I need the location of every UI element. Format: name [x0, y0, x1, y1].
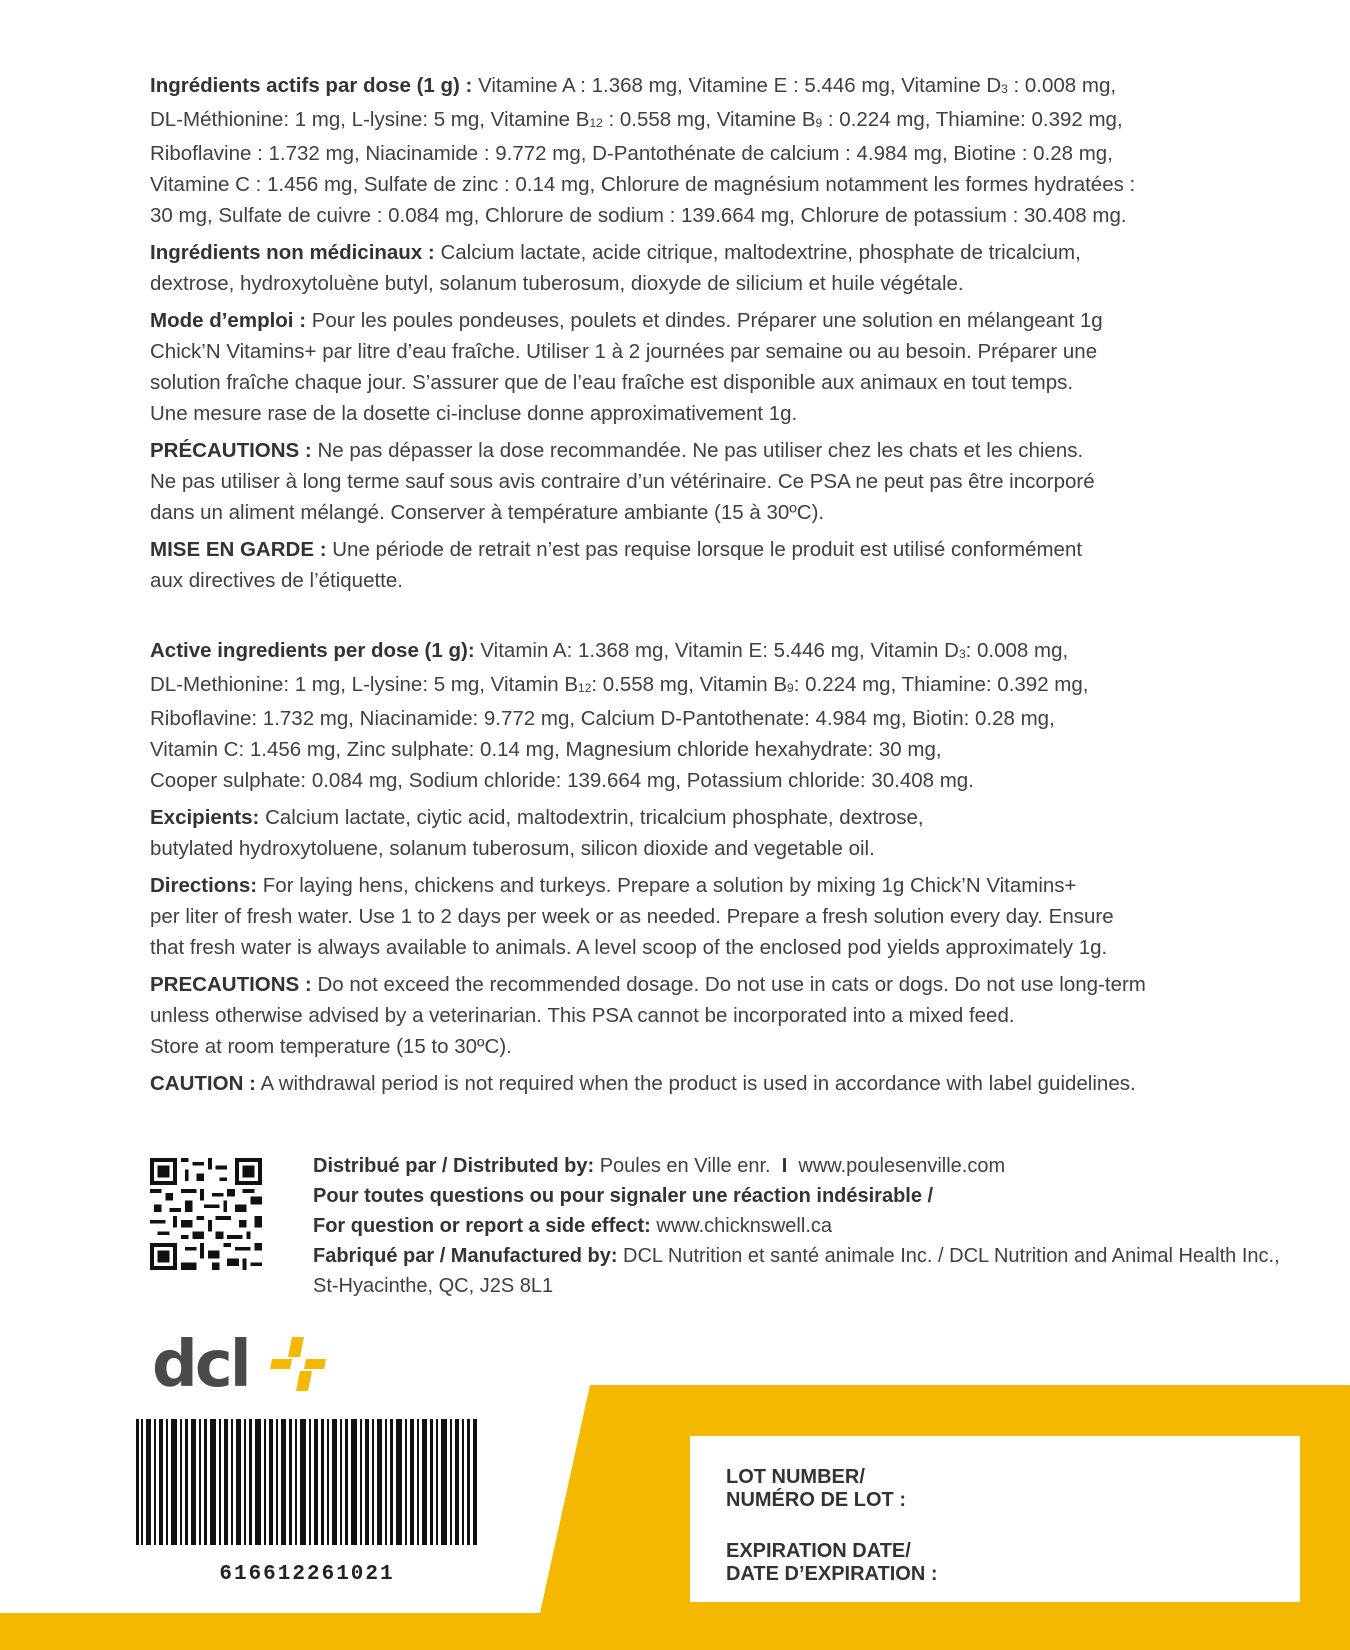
en-active-ingredients: [150, 635, 1300, 796]
questions-en-line: [313, 1211, 1343, 1241]
distributor-website-link[interactable]: www.poulesenville.com: [798, 1155, 1006, 1177]
fr-active-ingredients: [150, 70, 1300, 231]
barcode-icon: [130, 1405, 484, 1555]
fr-precautions-label: PRÉCAUTIONS :: [150, 439, 312, 462]
en-precautions-text: Store at room temperature (15 to 30ºC).: [150, 1035, 512, 1058]
fr-precautions: [150, 435, 1300, 528]
en-active-sub: 9: [787, 681, 794, 695]
fr-active-text: : 0.558 mg, Vitamine B: [602, 108, 816, 131]
en-active-text: : 0.224 mg, Thiamine: 0.392 mg,: [793, 673, 1089, 696]
lot-expiration-box: [690, 1436, 1300, 1602]
en-active-text: Vitamin A: 1.368 mg, Vitamin E: 5.446 mg, Vitamin D: [480, 639, 959, 662]
fr-non-medicinal-text: dextrose, hydroxytoluène butyl, solanum tuberosum, dioxyde de silicium et huile végétale.: [150, 272, 964, 295]
qr-code-icon[interactable]: [150, 1158, 262, 1270]
lot-number-label-en: LOT NUMBER/: [726, 1466, 865, 1488]
fr-precautions-text: Ne pas utiliser à long terme sauf sous avis contraire d’un vétérinaire. Ce PSA ne peut pas être incorporé: [150, 470, 1095, 493]
fr-directions-text: solution fraîche chaque jour. S’assurer que de l’eau fraîche est disponible aux animaux en tout temps.: [150, 371, 1074, 394]
en-active-sub: 12: [578, 681, 592, 695]
distributed-by-line: [313, 1151, 1343, 1181]
distributor-name: Poules en Ville enr.: [599, 1155, 771, 1177]
en-active-sub: 3: [958, 647, 966, 661]
en-active-text: Vitamin C: 1.456 mg, Zinc sulphate: 0.14 mg, Magnesium chloride hexahydrate: 30 mg,: [150, 738, 942, 761]
manufactured-by-line: [313, 1241, 1343, 1271]
en-caution-text: A withdrawal period is not required when the product is used in accordance with label guidelines.: [260, 1072, 1136, 1095]
fr-active-text: 30 mg, Sulfate de cuivre : 0.084 mg, Chlorure de sodium : 139.664 mg, Chlorure de potassium : 30.408 mg.: [150, 204, 1127, 227]
fr-caution-label: MISE EN GARDE :: [150, 538, 327, 561]
en-directions-text: that fresh water is always available to animals. A level scoop of the enclosed pod yields approximately 1g.: [150, 936, 1108, 959]
barcode: [130, 1405, 484, 1602]
fr-active-text: Vitamine A : 1.368 mg, Vitamine E : 5.446 mg, Vitamine D: [478, 74, 1002, 97]
en-active-text: Riboflavine: 1.732 mg, Niacinamide: 9.772 mg, Calcium D-Pantothenate: 4.984 mg, Biotin: 0.28 mg,: [150, 707, 1055, 730]
en-directions-text: For laying hens, chickens and turkeys. Prepare a solution by mixing 1g Chick’N Vitamins+: [262, 874, 1077, 897]
manufacturer-name: DCL Nutrition et santé animale Inc. / DCL Nutrition and Animal Health Inc.,: [623, 1245, 1280, 1267]
questions-fr-label: Pour toutes questions ou pour signaler une réaction indésirable /: [313, 1185, 934, 1207]
fr-directions-text: Pour les poules pondeuses, poulets et dindes. Préparer une solution en mélangeant 1g: [311, 309, 1103, 332]
dcl-logo-text: dcl: [152, 1328, 249, 1402]
expiration-date-label-en: EXPIRATION DATE/: [726, 1540, 911, 1562]
en-excipients-text: butylated hydroxytoluene, solanum tuberosum, silicon dioxide and vegetable oil.: [150, 837, 875, 860]
fr-caution-text: Une période de retrait n’est pas requise lorsque le produit est utilisé conformément: [332, 538, 1083, 561]
en-directions: [150, 870, 1300, 963]
manufacturer-address: St-Hyacinthe, QC, J2S 8L1: [313, 1275, 554, 1297]
en-excipients-text: Calcium lactate, ciytic acid, maltodextrin, tricalcium phosphate, dextrose,: [265, 806, 924, 829]
fr-active-text: Vitamine C : 1.456 mg, Sulfate de zinc : 0.14 mg, Chlorure de magnésium notamment les formes hydratées :: [150, 173, 1136, 196]
en-precautions-text: unless otherwise advised by a veterinarian. This PSA cannot be incorporated into a mixed feed.: [150, 1004, 1015, 1027]
en-precautions-text: Do not exceed the recommended dosage. Do not use in cats or dogs. Do not use long-term: [317, 973, 1146, 996]
fr-non-medicinal-text: Calcium lactate, acide citrique, maltodextrine, phosphate de tricalcium,: [440, 241, 1081, 264]
fr-active-label: Ingrédients actifs par dose (1 g) :: [150, 74, 473, 97]
questions-en-label: For question or report a side effect:: [313, 1215, 651, 1237]
en-excipients-label: Excipients:: [150, 806, 260, 829]
expiration-date-label-fr: DATE D’EXPIRATION :: [726, 1563, 938, 1585]
english-section: [150, 635, 1300, 1105]
fr-caution-text: aux directives de l’étiquette.: [150, 569, 403, 592]
barcode-number: 616612261021: [219, 1563, 395, 1586]
manufactured-by-label: Fabriqué par / Manufactured by:: [313, 1245, 618, 1267]
fr-precautions-text: dans un aliment mélangé. Conserver à température ambiante (15 à 30ºC).: [150, 501, 825, 524]
fr-active-sub: 12: [589, 116, 603, 130]
en-caution-label: CAUTION :: [150, 1072, 256, 1095]
en-active-text: Cooper sulphate: 0.084 mg, Sodium chloride: 139.664 mg, Potassium chloride: 30.408 mg.: [150, 769, 974, 792]
fr-precautions-text: Ne pas dépasser la dose recommandée. Ne pas utiliser chez les chats et les chiens.: [317, 439, 1084, 462]
questions-fr-line: [313, 1181, 1343, 1211]
en-active-text: : 0.558 mg, Vitamin B: [591, 673, 788, 696]
fr-directions: [150, 305, 1300, 429]
fr-active-text: : 0.008 mg,: [1007, 74, 1117, 97]
fr-active-text: Riboflavine : 1.732 mg, Niacinamide : 9.772 mg, D-Pantothénate de calcium : 4.984 mg, Biotine : 0.28 mg,: [150, 142, 1113, 165]
en-precautions-label: PRECAUTIONS :: [150, 973, 312, 996]
fr-active-sub: 3: [1001, 82, 1008, 96]
distributed-by-label: Distribué par / Distributed by:: [313, 1155, 595, 1177]
lot-number-label: [726, 1466, 906, 1512]
fr-non-medicinal-label: Ingrédients non médicinaux :: [150, 241, 435, 264]
en-directions-text: per liter of fresh water. Use 1 to 2 days per week or as needed. Prepare a fresh solution every day. Ensure: [150, 905, 1114, 928]
distribution-info: [313, 1151, 1343, 1301]
en-directions-label: Directions:: [150, 874, 258, 897]
en-caution: [150, 1068, 1300, 1099]
en-active-text: DL-Methionine: 1 mg, L-lysine: 5 mg, Vitamin B: [150, 673, 579, 696]
en-active-text: : 0.008 mg,: [965, 639, 1069, 662]
expiration-date-label: [726, 1540, 937, 1586]
fr-directions-text: Chick’N Vitamins+ par litre d’eau fraîche. Utiliser 1 à 2 journées par semaine ou au besoin. Préparer une: [150, 340, 1098, 363]
fr-active-text: : 0.224 mg, Thiamine: 0.392 mg,: [822, 108, 1123, 131]
en-excipients: [150, 802, 1300, 864]
fr-active-text: DL-Méthionine: 1 mg, L-lysine: 5 mg, Vitamine B: [150, 108, 590, 131]
fr-directions-text: Une mesure rase de la dosette ci-incluse donne approximativement 1g.: [150, 402, 798, 425]
fr-active-sub: 9: [815, 116, 823, 130]
en-active-label: Active ingredients per dose (1 g):: [150, 639, 475, 662]
french-section: [150, 70, 1300, 602]
lot-number-label-fr: NUMÉRO DE LOT :: [726, 1489, 906, 1511]
separator: I: [781, 1155, 788, 1177]
report-website-link[interactable]: www.chicknswell.ca: [656, 1215, 832, 1237]
en-precautions: [150, 969, 1300, 1062]
fr-directions-label: Mode d’emploi :: [150, 309, 307, 332]
fr-caution: [150, 534, 1300, 596]
fr-non-medicinal: [150, 237, 1300, 299]
